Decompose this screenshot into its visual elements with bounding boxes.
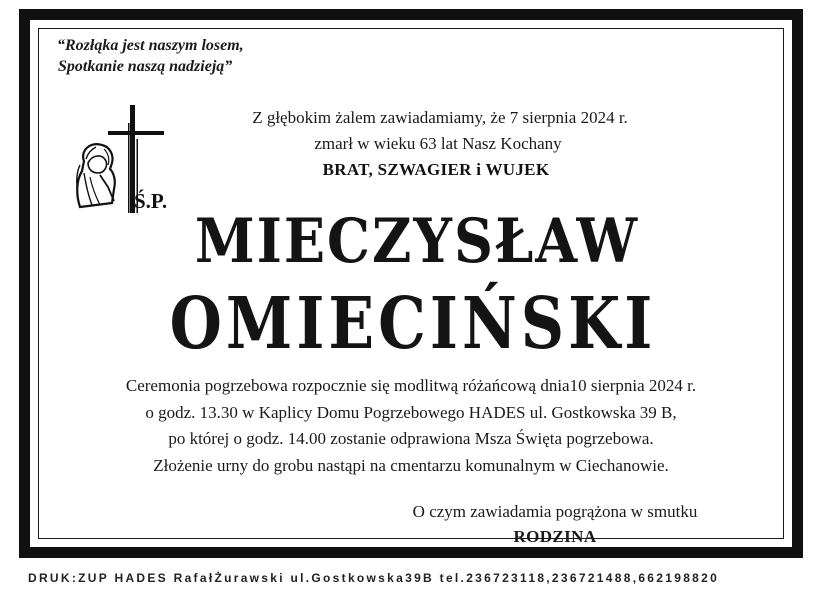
ceremony-details: [39, 373, 783, 479]
ceremony-line-3: po której o godz. 14.00 zostanie odprawiona Msza Święta pogrzebowa.: [168, 429, 654, 448]
closing-block: [365, 499, 745, 549]
motto: [57, 35, 244, 77]
obituary-inner-border: [38, 28, 784, 546]
ceremony-line-2: o godz. 13.30 w Kaplicy Domu Pogrzebowego HADES ul. Gostkowska 39 B,: [145, 402, 677, 422]
printer-footer: DRUK:ZUP HADES RafałŻurawski ul.Gostkowska39B tel.236723118,236721488,662198820: [28, 571, 720, 585]
deceased-last-name: OMIECIŃSKI: [169, 283, 657, 366]
motto-line-1: “Rozłąka jest naszym losem,: [57, 37, 244, 54]
obituary-frame: [19, 9, 803, 558]
intro-line-2: zmarł w wieku 63 lat Nasz Kochany: [314, 134, 562, 153]
ceremony-line-4: Złożenie urny do grobu nastąpi na cmentarzu komunalnym w Ciechanowie.: [153, 455, 669, 475]
intro-line-1: Z głębokim żalem zawiadamiamy, że 7 sierpnia 2024 r.: [252, 108, 628, 127]
deceased-first-name: MIECZYSŁAW: [194, 205, 640, 277]
motto-line-2: Spotkanie naszą nadzieją”: [58, 58, 233, 75]
relation-line: BRAT, SZWAGIER i WUJEK: [322, 160, 550, 179]
ceremony-line-1: Ceremonia pogrzebowa rozpocznie się modlitwą różańcową dnia10 sierpnia 2024 r.: [125, 376, 697, 395]
prefix-sp: Ś.P.: [134, 189, 168, 213]
closing-line: O czym zawiadamia pogrążona w smutku: [412, 502, 698, 521]
closing-family: RODZINA: [513, 527, 597, 546]
